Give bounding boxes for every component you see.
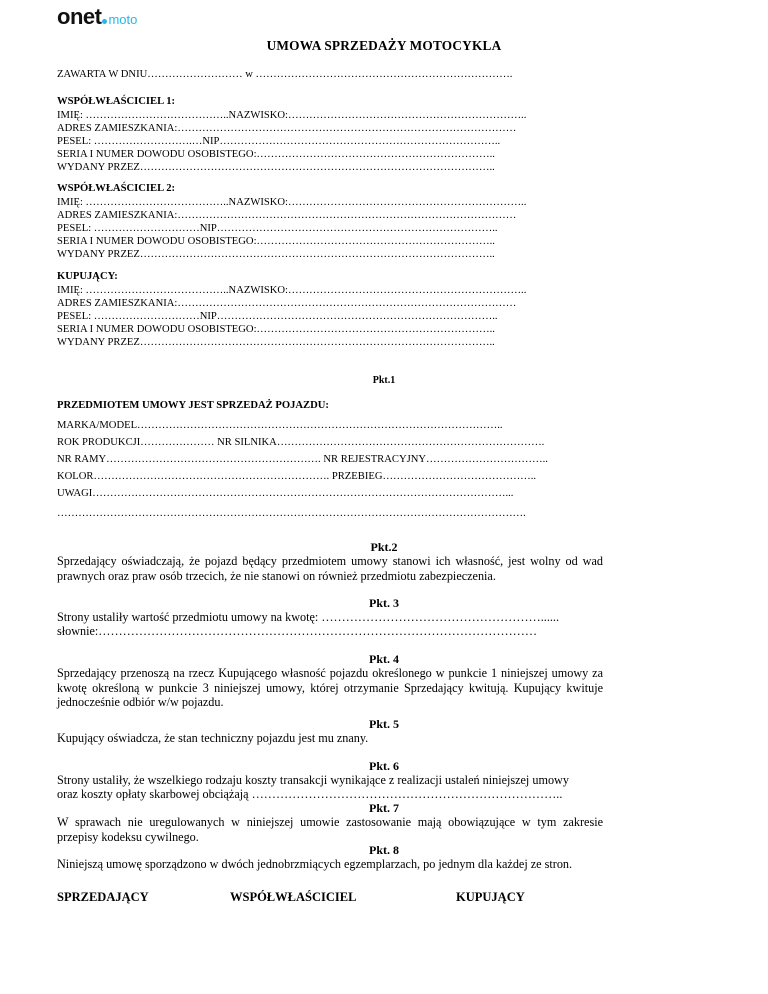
buyer-address-line: ADRES ZAMIESZKANIA:…………………………………………………………………………………… xyxy=(57,298,517,309)
pkt2-text: Sprzedający oświadczają, że pojazd będący przedmiotem umowy stanowi ich własność, jest wolny od wad prawnych oraz praw osób trzecich, że nie stanowi on również przedmiotu zabezpieczenia. xyxy=(57,554,603,583)
owner1-address-line: ADRES ZAMIESZKANIA:…………………………………………………………………………………… xyxy=(57,123,517,134)
pkt1-label: Pkt.1 xyxy=(372,375,396,386)
pkt1-heading: PRZEDMIOTEM UMOWY JEST SPRZEDAŻ POJAZDU: xyxy=(57,400,329,411)
pkt8-text: Niniejszą umowę sporządzono w dwóch jednobrzmiących egzemplarzach, po jednym dla każdej ze stron. xyxy=(57,857,573,871)
buyer-id-line: SERIA I NUMER DOWODU OSOBISTEGO:………………………………………………………….. xyxy=(57,324,495,335)
pkt7-label: Pkt. 7 xyxy=(369,801,399,815)
contract-date-line: ZAWARTA W DNIU……………………… w ………………………………………………………………. xyxy=(57,69,513,80)
onet-moto-logo xyxy=(57,4,137,30)
logo-sub-text: moto xyxy=(108,12,138,27)
owner1-heading: WSPÓŁWŁAŚCICIEL 1: xyxy=(57,96,176,107)
buyer-pesel-line: PESEL: …………………………NIP…………………………………………………………………….. xyxy=(57,311,498,322)
buyer-name-line: IMIĘ: …………………………………..NAZWISKO:………………………………………………………….. xyxy=(57,285,527,296)
signature-coowner: WSPÓŁWŁAŚCICIEL xyxy=(230,890,357,904)
owner1-id-line: SERIA I NUMER DOWODU OSOBISTEGO:………………………………………………………….. xyxy=(57,149,495,160)
owner2-heading: WSPÓŁWŁAŚCICIEL 2: xyxy=(57,183,176,194)
pkt8-label: Pkt. 8 xyxy=(369,843,399,857)
owner2-pesel-line: PESEL: …………………………NIP…………………………………………………………………….. xyxy=(57,223,498,234)
vehicle-frame-registration-line: NR RAMY……………………………………………………. NR REJESTRACYJNY…………………………….. xyxy=(57,454,548,465)
vehicle-notes-continuation-line: ……………………………………………………………………………………………………………………. xyxy=(57,508,526,519)
owner1-pesel-line: PESEL: ……………………….…NIP…………………………………………………………………….. xyxy=(57,136,501,147)
owner2-address-line: ADRES ZAMIESZKANIA:…………………………………………………………………………………… xyxy=(57,210,517,221)
vehicle-notes-line: UWAGI………………………………………………………………………………………………………... xyxy=(57,488,514,499)
buyer-heading: KUPUJĄCY: xyxy=(57,271,118,282)
pkt6-line2: oraz koszty opłaty skarbowej obciążają ………………………………………………………………….. xyxy=(57,787,563,801)
vehicle-year-engine-line: ROK PRODUKCJI………………… NR SILNIKA…………………………………………………………………. xyxy=(57,437,545,448)
pkt4-label: Pkt. 4 xyxy=(369,652,399,666)
pkt6-line1: Strony ustaliły, że wszelkiego rodzaju koszty transakcji wynikające z realizacji ustaleń niniejszej umowy xyxy=(57,773,569,787)
logo-main-text: onet xyxy=(57,4,102,29)
pkt5-label: Pkt. 5 xyxy=(369,717,399,731)
pkt3-amount-line: Strony ustaliły wartość przedmiotu umowy na kwotę: ………………………………………………...... xyxy=(57,610,560,624)
pkt2-label: Pkt.2 xyxy=(370,540,398,554)
owner1-issued-line: WYDANY PRZEZ……………………………………………………………………………………….. xyxy=(57,162,495,173)
logo-dot xyxy=(102,19,107,24)
signature-buyer: KUPUJĄCY xyxy=(456,890,525,904)
pkt6-label: Pkt. 6 xyxy=(369,759,399,773)
owner2-id-line: SERIA I NUMER DOWODU OSOBISTEGO:………………………………………………………….. xyxy=(57,236,495,247)
document-title: UMOWA SPRZEDAŻY MOTOCYKLA xyxy=(266,38,502,53)
vehicle-color-mileage-line: KOLOR…………………………………………………………. PRZEBIEG…………………………………….. xyxy=(57,471,537,482)
pkt5-text: Kupujący oświadcza, że stan techniczny pojazdu jest mu znany. xyxy=(57,731,369,745)
vehicle-make-line: MARKA/MODEL………………………………………………………………………………………….. xyxy=(57,420,503,431)
owner2-issued-line: WYDANY PRZEZ……………………………………………………………………………………….. xyxy=(57,249,495,260)
buyer-issued-line: WYDANY PRZEZ……………………………………………………………………………………….. xyxy=(57,337,495,348)
signature-seller: SPRZEDAJĄCY xyxy=(57,890,149,904)
owner2-name-line: IMIĘ: …………………………………..NAZWISKO:………………………………………………………….. xyxy=(57,197,527,208)
pkt4-text: Sprzedający przenoszą na rzecz Kupującego własność pojazdu określonego w punkcie 1 niniejszej umowy za kwotę określoną w punkcie 3 niniejszej umowy, której otrzymanie Sprzedający kwitują. Kupujący kwituje jednocześnie odbiór w/w pojazdu. xyxy=(57,666,603,710)
pkt3-label: Pkt. 3 xyxy=(369,596,399,610)
owner1-name-line: IMIĘ: …………………………………..NAZWISKO:………………………………………………………….. xyxy=(57,110,527,121)
pkt7-text: W sprawach nie uregulowanych w niniejszej umowie zastosowanie mają obowiązujące w tym zakresie przepisy kodeksu cywilnego. xyxy=(57,815,603,844)
pkt3-words-line: słownie:……………………………………………………………………………………………… xyxy=(57,624,538,638)
